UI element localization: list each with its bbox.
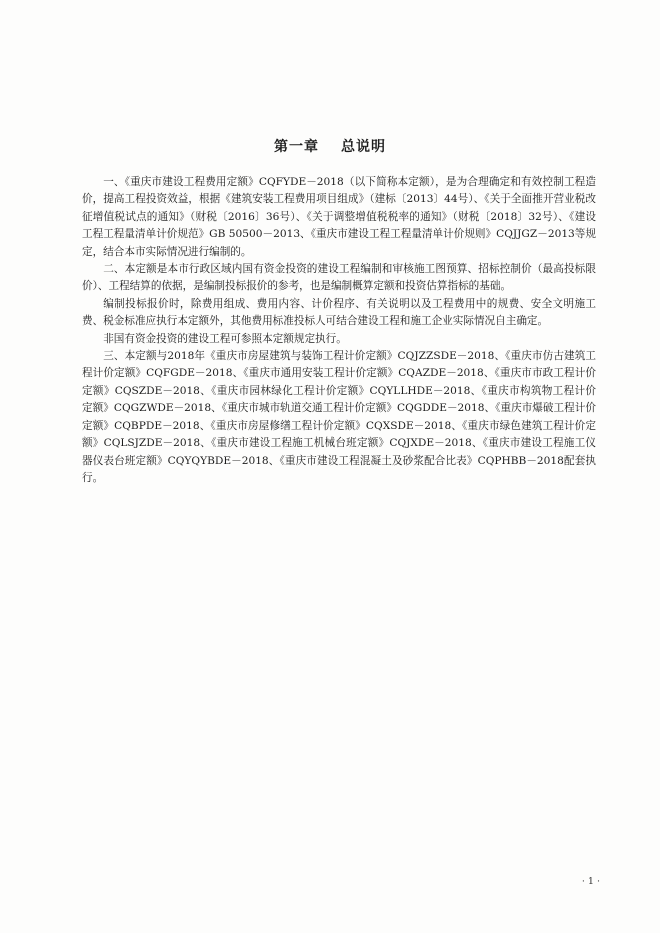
page-number: · 1 · [581,876,600,887]
body-text [82,174,596,487]
paragraph-basis: 一、《重庆市建设工程费用定额》CQFYDE－2018（以下简称本定额），是为合理确定和有效控制工程造价，提高工程投资效益，根据《建筑安装工程费用项目组成》（建标〔2013〕44号）、《关于全面推开营业税改征增值税试点的通知》（财税〔2016〕36号）、《关于调整增值税税率的通知》（财税〔2018〕32号）、《建设工程工程量清单计价规范》GB 50500－2013、《重庆市建设工程工程量清单计价规则》CQJJGZ－2013等规定，结合本市实际情况进行编制的。 [82,176,596,258]
paragraph-non-state-funds: 非国有资金投资的建设工程可参照本定额规定执行。 [103,332,347,345]
paragraph-companion-quotas: 三、本定额与2018年《重庆市房屋建筑与装饰工程计价定额》CQJZZSDE－2018、《重庆市仿古建筑工程计价定额》CQFGDE－2018、《重庆市通用安装工程计价定额》CQAZDE－2018、《重庆市市政工程计价定额》CQSZDE－2018、《重庆市园林绿化工程计价定额》CQYLLHDE－2018、《重庆市构筑物工程计价定额》CQGZWDE－2018、《重庆市城市轨道交通工程计价定额》CQGDDE－2018、《重庆市爆破工程计价定额》CQBPDE－2018、《重庆市房屋修缮工程计价定额》CQXSDE－2018、《重庆市绿色建筑工程计价定额》CQLSJZDE－2018、《重庆市建设工程施工机械台班定额》CQJXDE－2018、《重庆市建设工程施工仪器仪表台班定额》CQYQYBDE－2018、《重庆市建设工程混凝土及砂浆配合比表》CQPHBB－2018配套执行。 [82,350,596,484]
chapter-label: 第一章 [274,139,319,155]
paragraph-scope: 二、本定额是本市行政区域内国有资金投资的建设工程编制和审核施工图预算、招标控制价（最高投标限价）、工程结算的依据，是编制投标报价的参考，也是编制概算定额和投资估算指标的基础。 [82,263,596,293]
chapter-name: 总说明 [341,139,386,155]
paragraph-bid-pricing: 编制投标报价时，除费用组成、费用内容、计价程序、有关说明以及工程费用中的规费、安全文明施工费、税金标准应执行本定额外，其他费用标准投标人可结合建设工程和施工企业实际情况自主确定。 [82,297,596,328]
chapter-title [0,136,660,156]
